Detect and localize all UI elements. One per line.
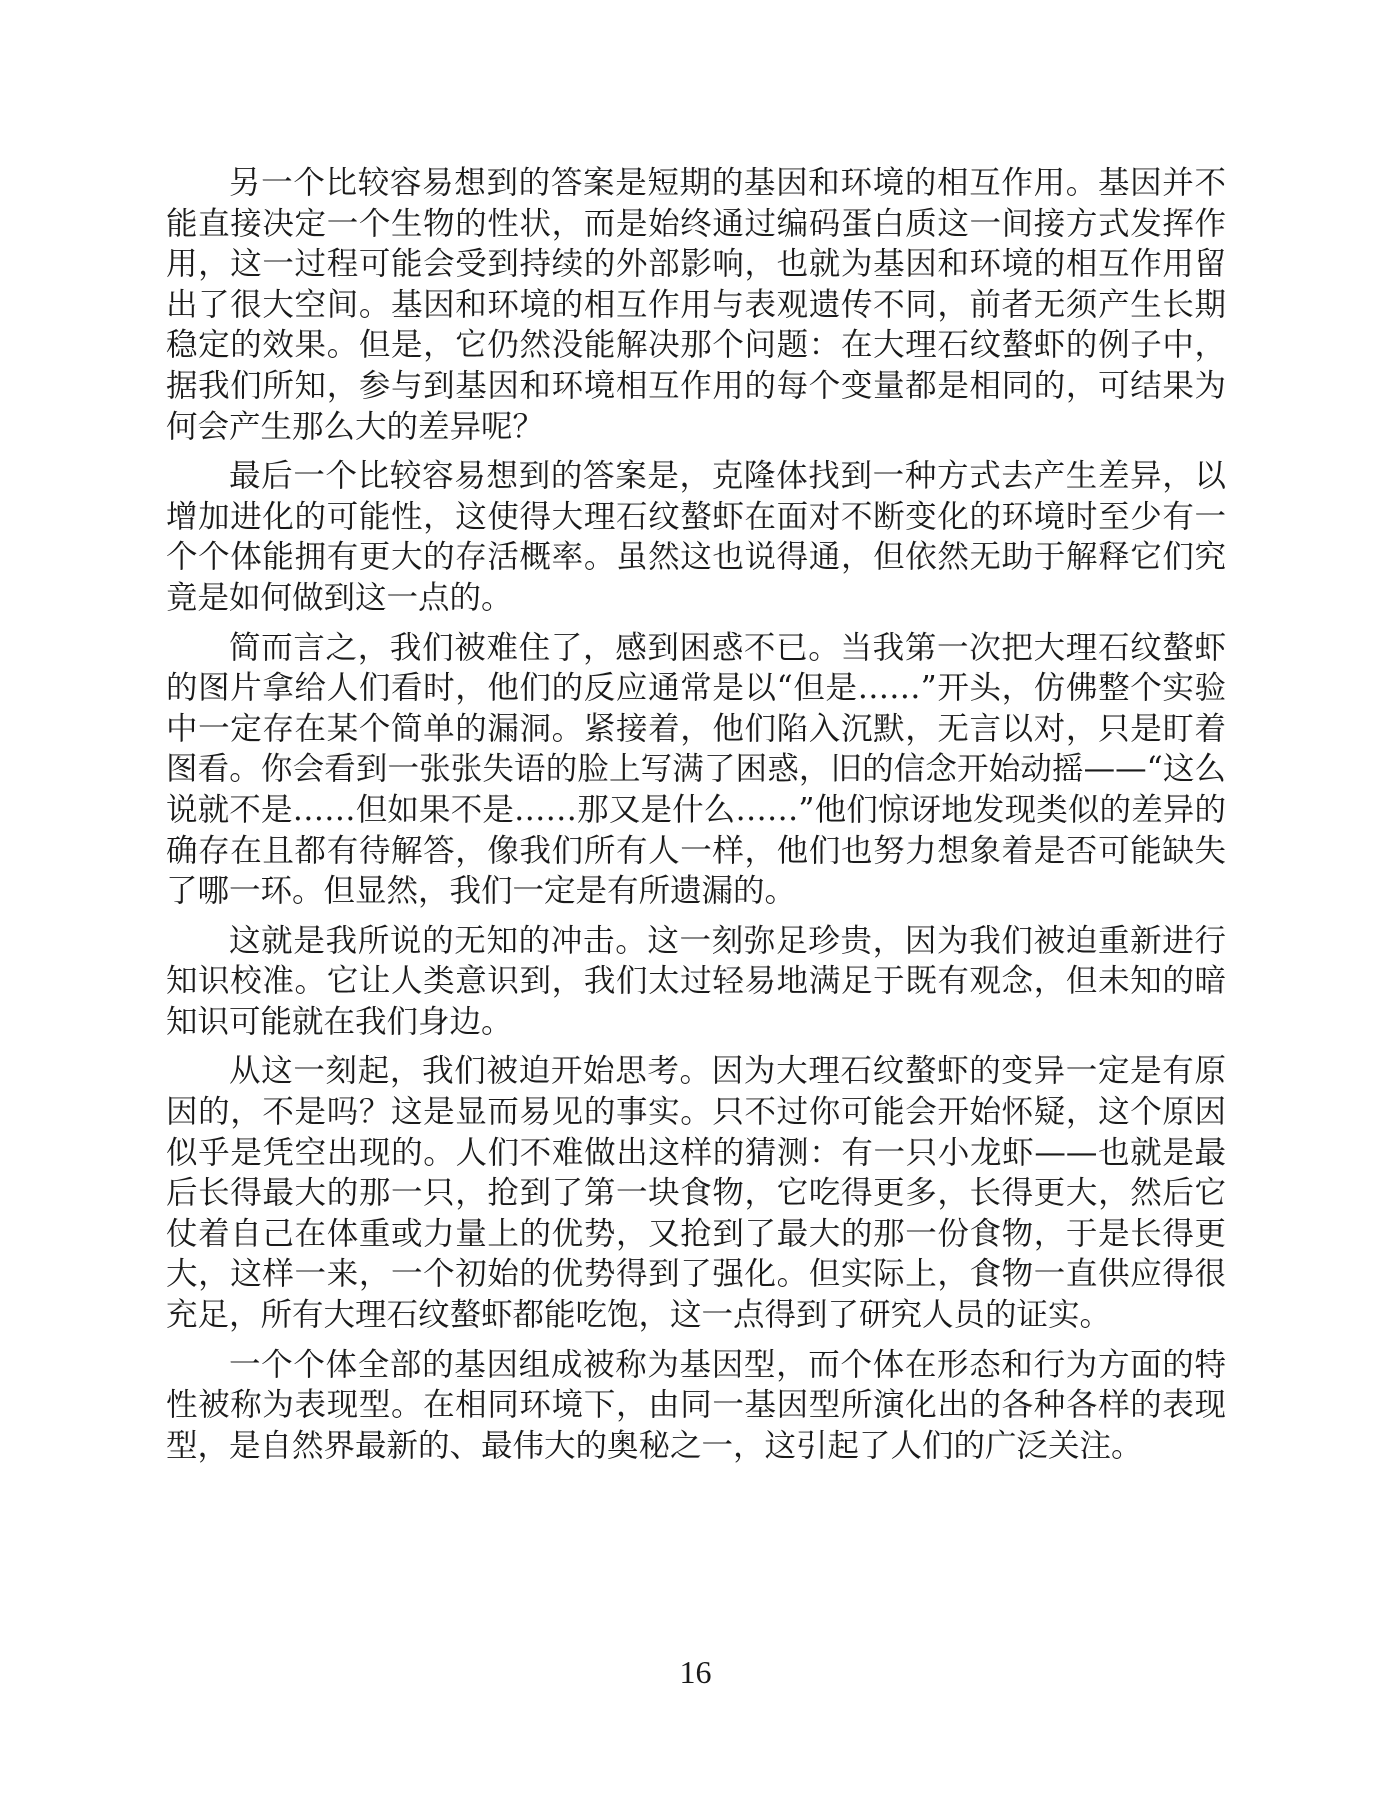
body-text (166, 163, 1226, 1475)
paragraph: 从这一刻起，我们被迫开始思考。因为大理石纹螯虾的变异一定是有原因的，不是吗？这是显而易见的事实。只不过你可能会开始怀疑，这个原因似乎是凭空出现的。人们不难做出这样的猜测：有一只小龙虾——也就是最后长得最大的那一只，抢到了第一块食物，它吃得更多，长得更大，然后它仗着自己在体重或力量上的优势，又抢到了最大的那一份食物，于是长得更大，这样一来，一个初始的优势得到了强化。但实际上，食物一直供应得很充足，所有大理石纹螯虾都能吃饱，这一点得到了研究人员的证实。 (166, 1053, 1226, 1334)
paragraph: 这就是我所说的无知的冲击。这一刻弥足珍贵，因为我们被迫重新进行知识校准。它让人类意识到，我们太过轻易地满足于既有观念，但未知的暗知识可能就在我们身边。 (166, 922, 1226, 1040)
paragraph: 一个个体全部的基因组成被称为基因型，而个体在形态和行为方面的特性被称为表现型。在相同环境下，由同一基因型所演化出的各种各样的表现型，是自然界最新的、最伟大的奥秘之一，这引起了人们的广泛关注。 (166, 1346, 1226, 1464)
paragraph: 简而言之，我们被难住了，感到困惑不已。当我第一次把大理石纹螯虾的图片拿给人们看时，他们的反应通常是以“但是……”开头，仿佛整个实验中一定存在某个简单的漏洞。紧接着，他们陷入沉默，无言以对，只是盯着图看。你会看到一张张失语的脸上写满了困惑，旧的信念开始动摇——“这么说就不是……但如果不是……那又是什么……”他们惊讶地发现类似的差异的确存在且都有待解答，像我们所有人一样，他们也努力想象着是否可能缺失了哪一环。但显然，我们一定是有所遗漏的。 (166, 629, 1226, 910)
paragraph: 另一个比较容易想到的答案是短期的基因和环境的相互作用。基因并不能直接决定一个生物的性状，而是始终通过编码蛋白质这一间接方式发挥作用，这一过程可能会受到持续的外部影响，也就为基因和环境的相互作用留出了很大空间。基因和环境的相互作用与表观遗传不同，前者无须产生长期稳定的效果。但是，它仍然没能解决那个问题：在大理石纹螯虾的例子中，据我们所知，参与到基因和环境相互作用的每个变量都是相同的，可结果为何会产生那么大的差异呢？ (166, 165, 1226, 445)
page-number: 16 (679, 1654, 712, 1690)
paragraph: 最后一个比较容易想到的答案是，克隆体找到一种方式去产生差异，以增加进化的可能性，这使得大理石纹螯虾在面对不断变化的环境时至少有一个个体能拥有更大的存活概率。虽然这也说得通，但依然无助于解释它们究竟是如何做到这一点的。 (166, 458, 1226, 616)
